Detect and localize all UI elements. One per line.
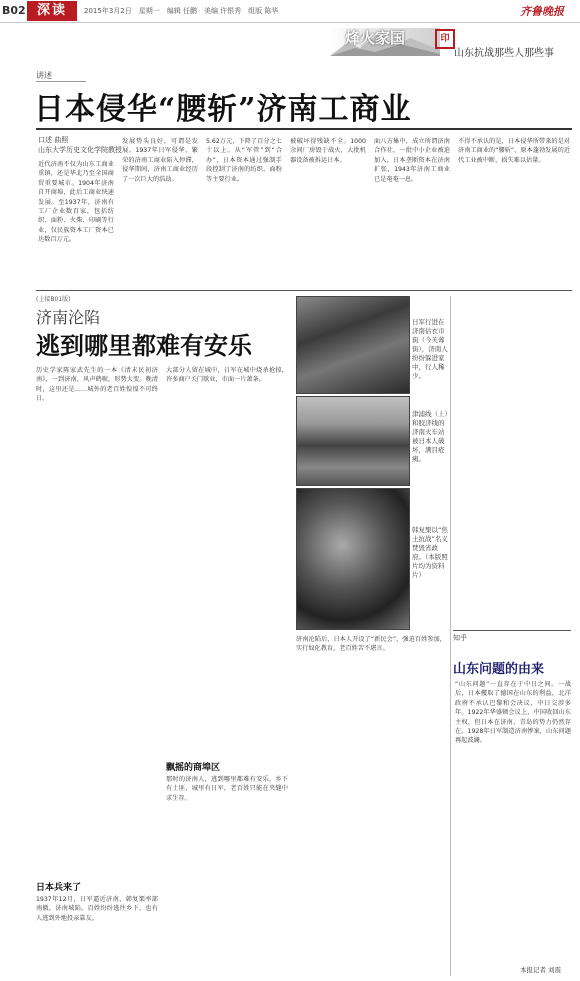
- story2-column: 那时的济南人，逃到哪里都难有安乐，乡下有土匪，城里有日军，老百姓只能在夹缝中求生存。: [166, 776, 288, 802]
- story1-column: 不得不承认的是，日本侵华所带来的是对济南工商业的“腰斩”，原本蓬勃发展的近代工业被中断，损失难以估量。: [458, 138, 570, 164]
- photo-japanese-troops: [296, 296, 410, 394]
- story1-column: 近代济南不仅为山东工商业重镇，还是华北乃至全国商贸重要城市。1904年济南自开商埠，此后工商业快速发展。至1937年，济南有工厂企业数百家，包括纺织、面粉、火柴、印刷等行业，仅民族资本工厂资本已达数百万元。: [38, 161, 114, 244]
- story2-column: 大部分人留在城中，日军在城中烧杀抢掠，许多商户关门歇业，市面一片萧条。: [166, 367, 288, 384]
- story2-headline: 逃到哪里都难有安乐: [36, 331, 252, 360]
- story2-subhead: 日本兵来了: [36, 883, 82, 893]
- section-tag: 深读: [27, 1, 77, 21]
- column-divider: [450, 296, 451, 976]
- story2-subhead: 飘摇的商埠区: [166, 763, 221, 773]
- sidebar-label: 知乎: [453, 630, 571, 643]
- story2-source-tag: (上接B01版): [36, 296, 71, 303]
- main-headline: 日本侵华“腰斩”济南工商业: [34, 92, 412, 127]
- photo-caption: 日军行进在济南估衣市街（今芙蓉街），济南人纷纷躲进家中，行人稀少。: [412, 318, 448, 380]
- series-seal: 印: [435, 29, 455, 49]
- story1-column: 5.62万元，下降了百分之七十以上。从“军管”到“合办”，日本资本通过强制手段控制了济南的纺织、面粉等主要行业。: [206, 138, 282, 183]
- photo-caption: 津浦线（上）和胶济线的济南火车站被日本人破坏，满目疮痍。: [412, 410, 448, 463]
- sidebar-byline: 本报记者 刘震: [520, 966, 562, 974]
- sidebar-body: “山东问题”一直存在于中日之间。一战后，日本攫取了德国在山东的利益，北洋政府不承认巴黎和会决议，中日交涉多年。1922年华盛顿会议上，中国收回山东主权，但日本在济南、青岛的势力仍然存在。1928年日军制造济南惨案，山东问题再起波澜。: [455, 681, 571, 745]
- story2-kicker: 济南沦陷: [36, 308, 101, 327]
- photo-railway-station: [296, 396, 410, 486]
- story1-column: 发展势头良好，可谓是发展。1937年日军侵华，繁荣的济南工商业陷入停滞，侵华期间，济南工商业经历了一次巨大的浩劫。: [122, 138, 198, 183]
- story1-column: 面八方集中，成立所谓济南合作社，一批中小企业被迫加入，日本垄断资本在济南扩张，1943年济南工商业已是奄奄一息。: [374, 138, 450, 183]
- issue-meta: 2015年3月2日 星期一 编辑 任鹏 美编 许银秀 组版 陈华: [84, 7, 279, 15]
- byline-name: 口述 曲照: [38, 136, 69, 144]
- sidebar-title: 山东问题的由来: [453, 662, 545, 677]
- photo-caption: 韩复榘以“焦土抗战”名义焚毁省政府。（本版照片均为资料片）: [412, 526, 448, 579]
- story1-column: 被破坏得残缺不全。1000余间厂房毁于战火，大批机器设备被拆运日本。: [290, 138, 366, 164]
- byline-org: 山东大学历史文化学院教授: [38, 146, 122, 154]
- story2-column: 济南沦陷后，日本人开设了“新民会”，强迫百姓参加，实行奴化教育，老百姓苦不堪言。: [296, 636, 446, 653]
- series-title: 烽火家国: [345, 29, 406, 47]
- series-subtitle: 山东抗战那些人那些事: [454, 48, 554, 59]
- headline-rule: [36, 128, 572, 130]
- story2-column: 1937年12月，日军逼近济南，韩复榘率部南撤，济南城陷。百姓纷纷逃往乡下，也有人逃到外地投亲靠友。: [36, 896, 158, 922]
- story1-byline: [38, 135, 122, 155]
- page-number: B02: [2, 4, 26, 17]
- paper-logo: 齐鲁晚报: [520, 5, 564, 18]
- story-divider: [36, 290, 572, 291]
- photo-burned-government: [296, 488, 410, 630]
- story1-kicker: 讲述: [36, 70, 86, 82]
- story2-column: 历史学家陈家武先生的一本《清末民初济南》，一到济南，风声鹤唳，形势大变。晚清时，这里还是……城外的老百姓惶惶不可终日。: [36, 367, 158, 403]
